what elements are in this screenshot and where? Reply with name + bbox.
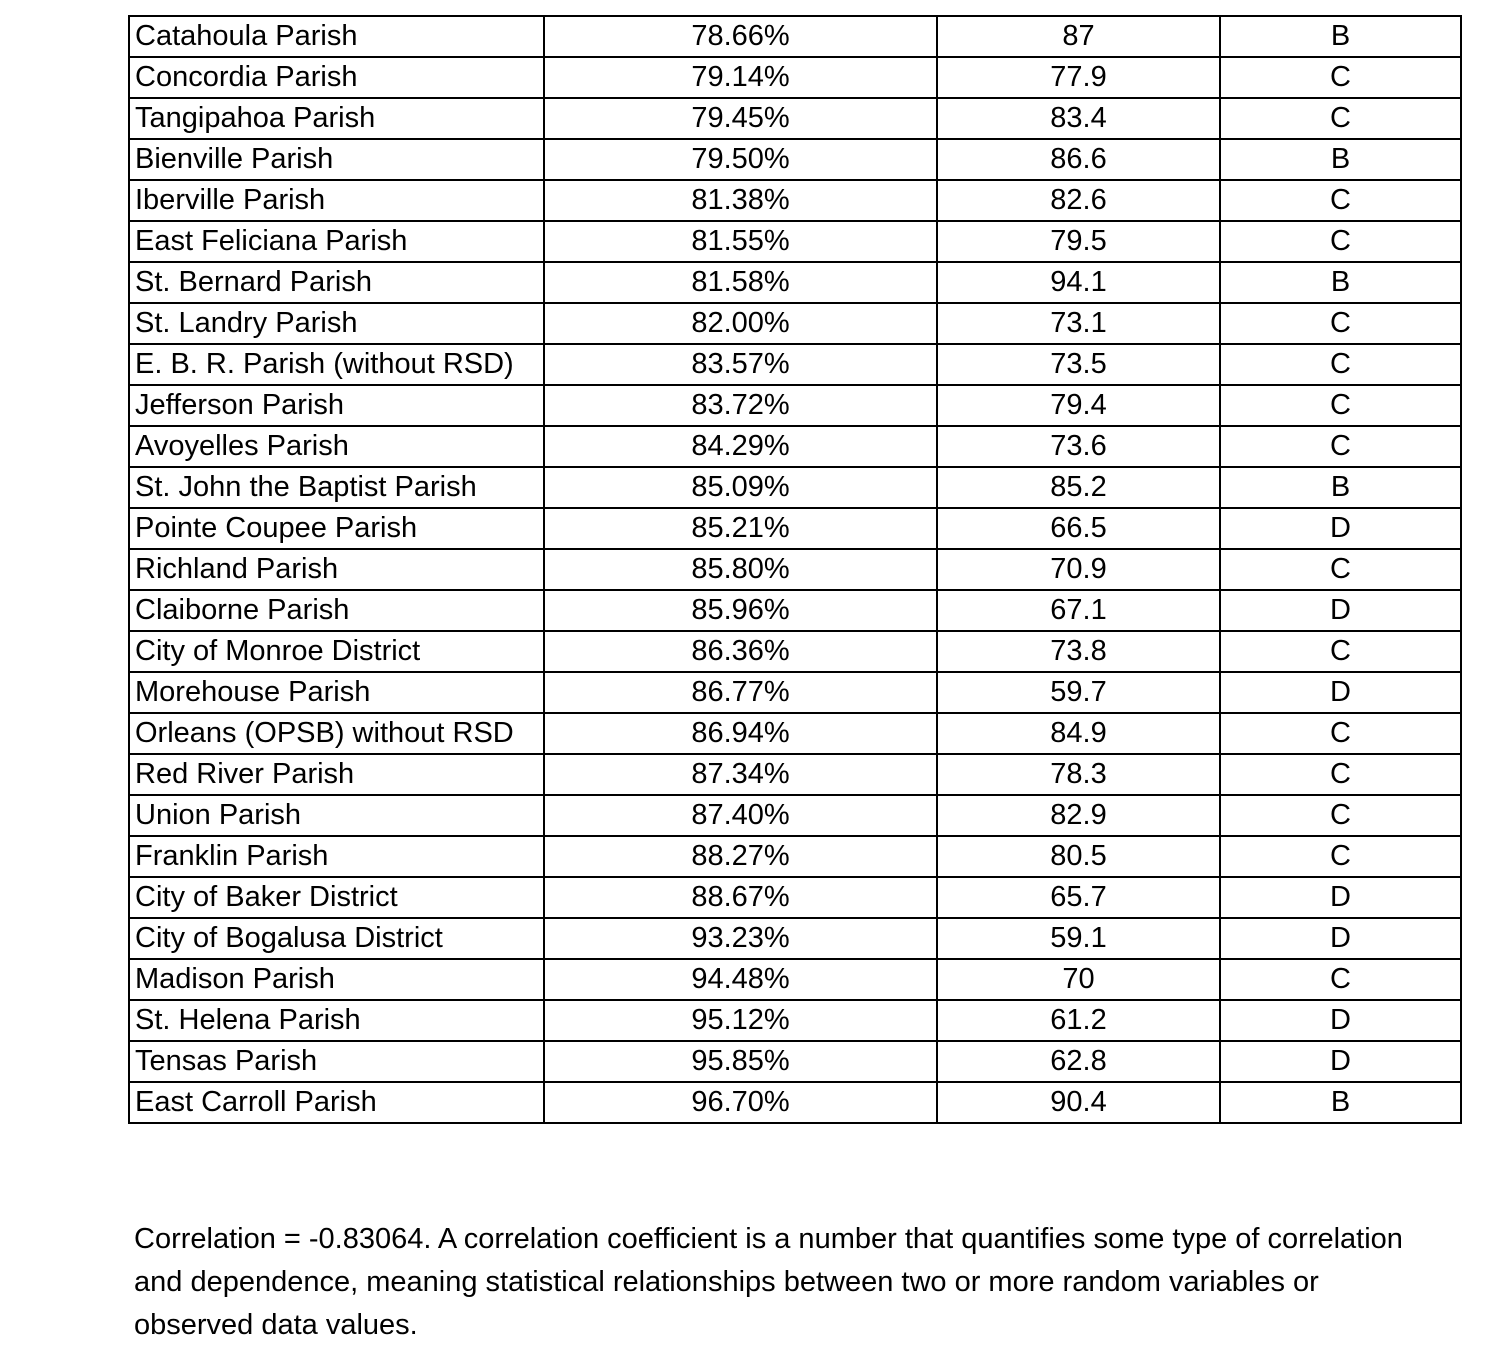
table-row	[129, 877, 1461, 918]
percent-cell: 96.70%	[544, 1082, 937, 1123]
percent-cell: 88.27%	[544, 836, 937, 877]
score-cell: 87	[937, 16, 1220, 57]
data-table	[128, 15, 1462, 1124]
percent-cell: 87.40%	[544, 795, 937, 836]
grade-cell: B	[1220, 16, 1461, 57]
grade-cell: B	[1220, 262, 1461, 303]
percent-cell: 81.38%	[544, 180, 937, 221]
table-row	[129, 344, 1461, 385]
table-row	[129, 16, 1461, 57]
score-cell: 73.1	[937, 303, 1220, 344]
percent-cell: 88.67%	[544, 877, 937, 918]
grade-cell: D	[1220, 590, 1461, 631]
score-cell: 70.9	[937, 549, 1220, 590]
parish-name-cell: Concordia Parish	[129, 57, 544, 98]
parish-name-cell: Tensas Parish	[129, 1041, 544, 1082]
grade-cell: C	[1220, 959, 1461, 1000]
score-cell: 73.8	[937, 631, 1220, 672]
table-row	[129, 590, 1461, 631]
score-cell: 62.8	[937, 1041, 1220, 1082]
parish-name-cell: Catahoula Parish	[129, 16, 544, 57]
percent-cell: 87.34%	[544, 754, 937, 795]
parish-name-cell: Morehouse Parish	[129, 672, 544, 713]
score-cell: 67.1	[937, 590, 1220, 631]
percent-cell: 85.80%	[544, 549, 937, 590]
table-row	[129, 98, 1461, 139]
grade-cell: C	[1220, 180, 1461, 221]
grade-cell: D	[1220, 1000, 1461, 1041]
percent-cell: 93.23%	[544, 918, 937, 959]
percent-cell: 86.36%	[544, 631, 937, 672]
parish-name-cell: Claiborne Parish	[129, 590, 544, 631]
table-row	[129, 836, 1461, 877]
table-row	[129, 549, 1461, 590]
table-row	[129, 795, 1461, 836]
percent-cell: 85.21%	[544, 508, 937, 549]
table-body	[129, 16, 1461, 1123]
score-cell: 82.6	[937, 180, 1220, 221]
parish-name-cell: St. Bernard Parish	[129, 262, 544, 303]
grade-cell: C	[1220, 57, 1461, 98]
table-row	[129, 426, 1461, 467]
table-row	[129, 754, 1461, 795]
score-cell: 82.9	[937, 795, 1220, 836]
table-row	[129, 467, 1461, 508]
grade-cell: C	[1220, 795, 1461, 836]
score-cell: 83.4	[937, 98, 1220, 139]
score-cell: 73.6	[937, 426, 1220, 467]
parish-name-cell: Orleans (OPSB) without RSD	[129, 713, 544, 754]
table-row	[129, 221, 1461, 262]
parish-name-cell: Union Parish	[129, 795, 544, 836]
percent-cell: 83.72%	[544, 385, 937, 426]
percent-cell: 95.85%	[544, 1041, 937, 1082]
score-cell: 77.9	[937, 57, 1220, 98]
parish-name-cell: East Carroll Parish	[129, 1082, 544, 1123]
parish-name-cell: Tangipahoa Parish	[129, 98, 544, 139]
score-cell: 61.2	[937, 1000, 1220, 1041]
score-cell: 66.5	[937, 508, 1220, 549]
parish-name-cell: Bienville Parish	[129, 139, 544, 180]
table-row	[129, 1041, 1461, 1082]
score-cell: 70	[937, 959, 1220, 1000]
parish-name-cell: Iberville Parish	[129, 180, 544, 221]
grade-cell: D	[1220, 672, 1461, 713]
percent-cell: 85.09%	[544, 467, 937, 508]
parish-name-cell: Red River Parish	[129, 754, 544, 795]
grade-cell: C	[1220, 426, 1461, 467]
score-cell: 80.5	[937, 836, 1220, 877]
percent-cell: 79.50%	[544, 139, 937, 180]
parish-name-cell: City of Monroe District	[129, 631, 544, 672]
grade-cell: C	[1220, 754, 1461, 795]
correlation-note: Correlation = -0.83064. A correlation coefficient is a number that quantifies some type of correlation and dependence, meaning statistical relationships between two or more random variables or observed data values.	[134, 1223, 1403, 1341]
table-row	[129, 303, 1461, 344]
grade-cell: D	[1220, 1041, 1461, 1082]
percent-cell: 85.96%	[544, 590, 937, 631]
score-cell: 59.7	[937, 672, 1220, 713]
grade-cell: C	[1220, 713, 1461, 754]
table-row	[129, 139, 1461, 180]
grade-cell: D	[1220, 508, 1461, 549]
parish-name-cell: Madison Parish	[129, 959, 544, 1000]
score-cell: 85.2	[937, 467, 1220, 508]
percent-cell: 78.66%	[544, 16, 937, 57]
parish-name-cell: E. B. R. Parish (without RSD)	[129, 344, 544, 385]
score-cell: 79.5	[937, 221, 1220, 262]
table-row	[129, 631, 1461, 672]
parish-name-cell: St. Helena Parish	[129, 1000, 544, 1041]
table-row	[129, 918, 1461, 959]
percent-cell: 83.57%	[544, 344, 937, 385]
percent-cell: 79.45%	[544, 98, 937, 139]
grade-cell: C	[1220, 221, 1461, 262]
grade-cell: B	[1220, 1082, 1461, 1123]
grade-cell: C	[1220, 836, 1461, 877]
percent-cell: 84.29%	[544, 426, 937, 467]
grade-cell: C	[1220, 385, 1461, 426]
parish-name-cell: Pointe Coupee Parish	[129, 508, 544, 549]
percent-cell: 82.00%	[544, 303, 937, 344]
parish-name-cell: City of Baker District	[129, 877, 544, 918]
parish-name-cell: City of Bogalusa District	[129, 918, 544, 959]
parish-name-cell: Franklin Parish	[129, 836, 544, 877]
percent-cell: 86.94%	[544, 713, 937, 754]
score-cell: 73.5	[937, 344, 1220, 385]
table-row	[129, 959, 1461, 1000]
table-row	[129, 508, 1461, 549]
table-row	[129, 672, 1461, 713]
table-row	[129, 262, 1461, 303]
percent-cell: 86.77%	[544, 672, 937, 713]
parish-name-cell: Jefferson Parish	[129, 385, 544, 426]
grade-cell: C	[1220, 631, 1461, 672]
percent-cell: 81.58%	[544, 262, 937, 303]
table-row	[129, 713, 1461, 754]
score-cell: 59.1	[937, 918, 1220, 959]
grade-cell: D	[1220, 918, 1461, 959]
table-row	[129, 385, 1461, 426]
parish-name-cell: St. Landry Parish	[129, 303, 544, 344]
percent-cell: 79.14%	[544, 57, 937, 98]
grade-cell: C	[1220, 98, 1461, 139]
parish-name-cell: Richland Parish	[129, 549, 544, 590]
grade-cell: B	[1220, 467, 1461, 508]
score-cell: 79.4	[937, 385, 1220, 426]
parish-name-cell: St. John the Baptist Parish	[129, 467, 544, 508]
table-row	[129, 1000, 1461, 1041]
percent-cell: 95.12%	[544, 1000, 937, 1041]
score-cell: 90.4	[937, 1082, 1220, 1123]
score-cell: 86.6	[937, 139, 1220, 180]
grade-cell: D	[1220, 877, 1461, 918]
table-row	[129, 1082, 1461, 1123]
percent-cell: 81.55%	[544, 221, 937, 262]
parish-name-cell: Avoyelles Parish	[129, 426, 544, 467]
grade-cell: C	[1220, 549, 1461, 590]
grade-cell: C	[1220, 303, 1461, 344]
table-row	[129, 180, 1461, 221]
percent-cell: 94.48%	[544, 959, 937, 1000]
grade-cell: B	[1220, 139, 1461, 180]
score-cell: 78.3	[937, 754, 1220, 795]
score-cell: 84.9	[937, 713, 1220, 754]
score-cell: 65.7	[937, 877, 1220, 918]
grade-cell: C	[1220, 344, 1461, 385]
parish-name-cell: East Feliciana Parish	[129, 221, 544, 262]
score-cell: 94.1	[937, 262, 1220, 303]
table-row	[129, 57, 1461, 98]
